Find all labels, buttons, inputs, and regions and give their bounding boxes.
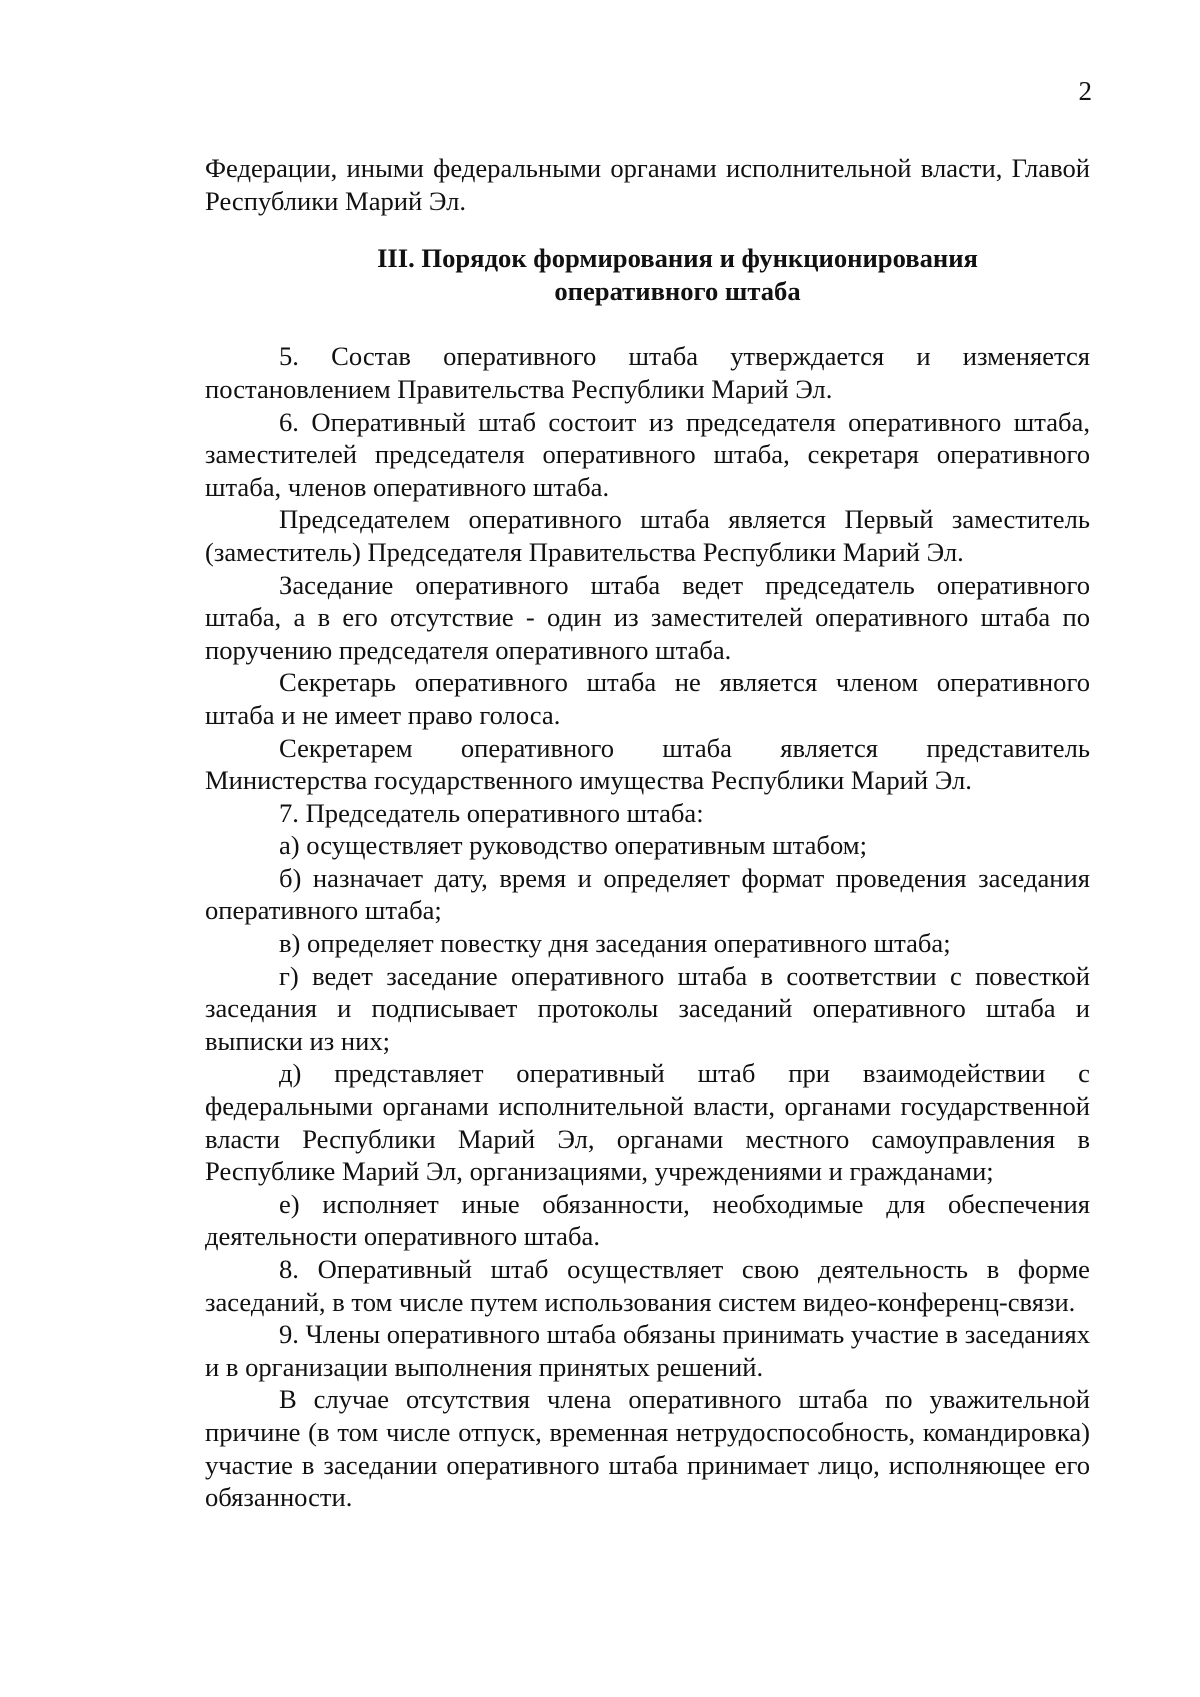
list-item-d: д) представляет оперативный штаб при взаимодействии с федеральными органами исполнительной власти, органами государственной власти Республики Марий Эл, органами местного самоуправления в Республике Марий Эл, организациями, учреждениями и гражданами; xyxy=(205,1058,1090,1187)
document-body xyxy=(205,152,1090,1514)
paragraph-chairman: Председателем оперативного штаба является Первый заместитель (заместитель) Председателя Правительства Республики Марий Эл. xyxy=(205,504,1090,567)
section-title-line-2: оперативного штаба xyxy=(554,275,801,306)
section-title-line-1: III. Порядок формирования и функционирования xyxy=(377,243,978,274)
list-item-b: б) назначает дату, время и определяет формат проведения заседания оперативного штаба; xyxy=(205,862,1090,926)
paragraph-meeting-lead: Заседание оперативного штаба ведет председатель оперативного штаба, а в его отсутствие - один из заместителей оперативного штаба по поручению председателя оперативного штаба. xyxy=(205,569,1090,665)
list-item-e: е) исполняет иные обязанности, необходимые для обеспечения деятельности оперативного штаба. xyxy=(205,1188,1090,1252)
section-heading xyxy=(205,242,1090,307)
list-item-v: в) определяет повестку дня заседания оперативного штаба; xyxy=(279,928,951,959)
paragraph-6: 6. Оперативный штаб состоит из председателя оперативного штаба, заместителей председателя оперативного штаба, секретаря оперативного штаба, членов оперативного штаба. xyxy=(205,406,1090,502)
paragraph-absence: В случае отсутствия члена оперативного штаба по уважительной причине (в том числе отпуск, временная нетрудоспособность, командировка) участие в заседании оперативного штаба принимает лицо, исполняющее его обязанности. xyxy=(205,1384,1090,1513)
paragraph-secretary-assignment: Секретарем оперативного штаба является представитель Министерства государственного имущества Республики Марий Эл. xyxy=(205,732,1090,796)
paragraph-7: 7. Председатель оперативного штаба: xyxy=(279,797,704,828)
paragraph-5: 5. Состав оперативного штаба утверждается и изменяется постановлением Правительства Республики Марий Эл. xyxy=(205,341,1090,404)
page-number: 2 xyxy=(1078,76,1092,106)
paragraph-9: 9. Члены оперативного штаба обязаны принимать участие в заседаниях и в организации выполнения принятых решений. xyxy=(205,1319,1090,1382)
list-item-a: а) осуществляет руководство оперативным штабом; xyxy=(279,830,867,861)
paragraph-8: 8. Оперативный штаб осуществляет свою деятельность в форме заседаний, в том числе путем использования систем видео-конференц-связи. xyxy=(205,1254,1090,1317)
list-item-g: г) ведет заседание оперативного штаба в соответствии с повесткой заседания и подписывает протоколы заседаний оперативного штаба и выписки из них; xyxy=(205,960,1090,1056)
intro-paragraph: Федерации, иными федеральными органами исполнительной власти, Главой Республики Марий Эл. xyxy=(205,153,1090,216)
paragraph-secretary-status: Секретарь оперативного штаба не является членом оперативного штаба и не имеет право голоса. xyxy=(205,667,1090,730)
